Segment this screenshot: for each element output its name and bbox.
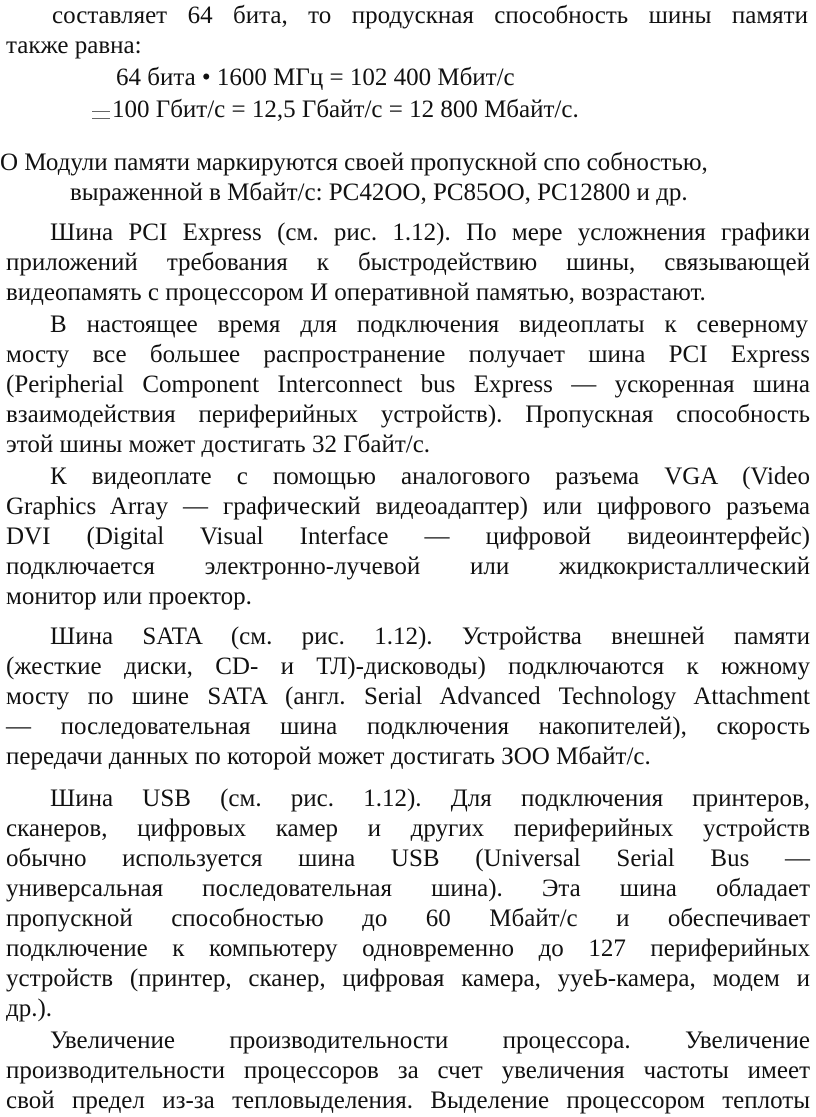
text-line: также равна: (6, 32, 142, 59)
text-line: (Peripherial Component Interconnect bus Express — ускоренная шина (6, 371, 810, 398)
text-line: универсальная последовательная шина). Эта шина обладает (6, 875, 810, 902)
text-line: взаимодействия периферийных устройств). Пропускная способность (6, 401, 810, 428)
text-line: свой предел из-за тепловыделения. Выделение процессором теплоты (6, 1087, 810, 1114)
text-line: Graphics Array — графический видеоадаптер) или цифрового разъема (6, 493, 810, 520)
formula-line (0, 95, 816, 125)
text-line: В настоящее время для подключения видеоплаты к северному (50, 311, 808, 338)
formula-text: 100 Гбит/с = 12,5 Гбайт/с = 12 800 Мбайт/с. (112, 96, 579, 123)
text-line: (жесткие диски, CD- и ТЛ)-дисководы) подключаются к южному (6, 653, 810, 680)
text-line: мосту все большее распространение получает шина PCI Express (6, 341, 810, 368)
text-line: составляет 64 бита, то продускная способность шины памяти (52, 2, 808, 29)
text-line: DVI (Digital Visual Interface — цифровой видеоинтерфейс) (6, 523, 810, 550)
text-line: Шина SATA (см. рис. 1.12). Устройства внешней памяти (50, 623, 810, 650)
text-line: К видеоплате с помощью аналогового разъема VGA (Video (50, 463, 810, 490)
equals-mark (92, 111, 110, 119)
text-line: Шина PCI Express (см. рис. 1.12). По мере усложнения графики (50, 219, 810, 246)
text-line: видеопамять с процессором И оперативной памятью, возрастают. (6, 279, 706, 306)
text-line: подключается электронно-лучевой или жидкокристаллический (6, 553, 810, 580)
text-line: Увеличение производительности процессора. Увеличение (50, 1027, 810, 1054)
text-line: устройств (принтер, сканер, цифровая камера, ууеЬ-камера, модем и (6, 965, 810, 992)
note-line: выраженной в Мбайт/с: PC42OO, PC85OO, PC12800 и др. (70, 179, 688, 206)
text-line: передачи данных по которой может достигать ЗОО Мбайт/с. (6, 743, 651, 770)
text-line: этой шины может достигать 32 Гбайт/с. (6, 431, 431, 458)
text-line: пропускной способностью до 60 Мбайт/с и обеспечивает (6, 905, 810, 932)
text-line: подключение к компьютеру одновременно до 127 периферийных (6, 935, 810, 962)
note-line: О Модули памяти маркируются своей пропускной спо собностью, (0, 149, 708, 176)
text-line: монитор или проектор. (6, 583, 252, 610)
text-line: др.). (6, 995, 53, 1022)
text-line: — последовательная шина подключения накопителей), скорость (6, 713, 810, 740)
text-line: Шина USB (см. рис. 1.12). Для подключения принтеров, (50, 785, 810, 812)
text-line: производительности процессоров за счет увеличения частоты имеет (6, 1057, 810, 1084)
text-line: приложений требования к быстродействию шины, связывающей (6, 249, 810, 276)
text-line: обычно используется шина USB (Universal Serial Bus — (6, 845, 810, 872)
formula-line: 64 бита • 1600 МГц = 102 400 Мбит/с (116, 64, 515, 91)
text-line: сканеров, цифровых камер и других периферийных устройств (6, 815, 810, 842)
text-line: мосту по шине SATA (англ. Serial Advanced Technology Attachment (6, 683, 810, 710)
